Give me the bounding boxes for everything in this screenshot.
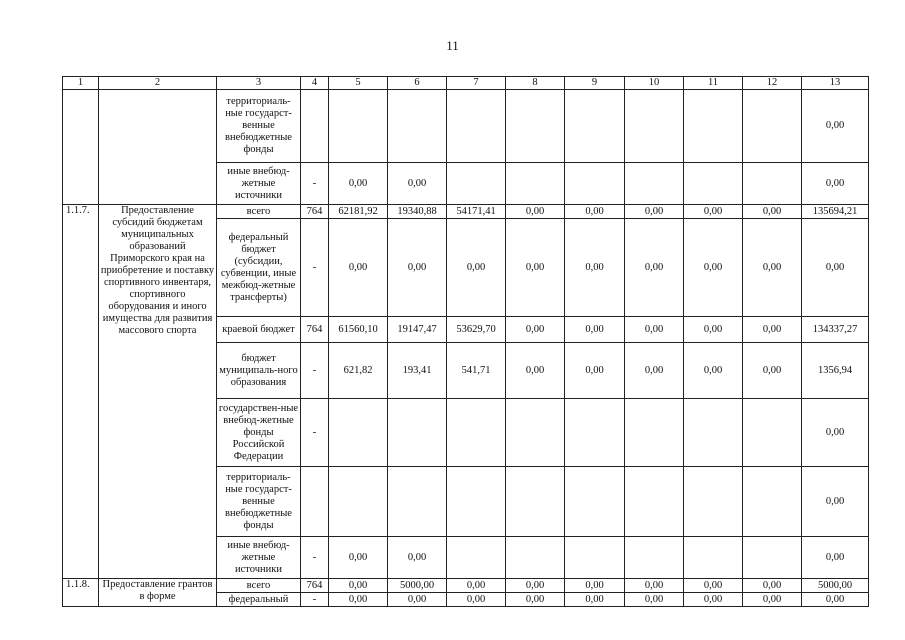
value-cell: 0,00 (802, 399, 869, 467)
column-header: 1 (63, 77, 99, 90)
value-cell (625, 90, 684, 163)
value-cell: 0,00 (565, 317, 625, 343)
budget-table (62, 76, 869, 607)
value-cell (625, 163, 684, 205)
value-cell (329, 399, 388, 467)
table-row (63, 90, 869, 163)
value-cell: 0,00 (329, 537, 388, 579)
funding-source: всего (217, 579, 301, 593)
value-cell (447, 163, 506, 205)
measure-name: Предоставление грантов в форме (99, 579, 217, 607)
value-cell: 0,00 (743, 205, 802, 219)
value-cell: 0,00 (506, 579, 565, 593)
measure-name: Предоставление субсидий бюджетам муниципальных образований Приморского края на приобретение и поставку спортивного инвентаря, спортивного оборудования и иного имущества для развития массового спорта (99, 205, 217, 579)
value-cell: 0,00 (625, 317, 684, 343)
funding-source: федеральный (217, 593, 301, 607)
value-cell: 0,00 (506, 205, 565, 219)
value-cell: 0,00 (388, 219, 447, 317)
value-cell: 0,00 (565, 219, 625, 317)
value-cell (684, 163, 743, 205)
value-cell: 0,00 (802, 537, 869, 579)
value-cell: 0,00 (447, 579, 506, 593)
value-cell: 54171,41 (447, 205, 506, 219)
value-cell: 53629,70 (447, 317, 506, 343)
value-cell: 0,00 (743, 219, 802, 317)
value-cell: 0,00 (625, 579, 684, 593)
value-cell: 0,00 (802, 219, 869, 317)
value-cell (743, 90, 802, 163)
value-cell (388, 90, 447, 163)
table-row (63, 579, 869, 593)
value-cell: 5000,00 (802, 579, 869, 593)
value-cell: 0,00 (565, 343, 625, 399)
value-cell: 0,00 (625, 219, 684, 317)
value-cell: 193,41 (388, 343, 447, 399)
column-header: 2 (99, 77, 217, 90)
column-header: 10 (625, 77, 684, 90)
agency-code-cell: - (301, 219, 329, 317)
agency-code-cell: 764 (301, 317, 329, 343)
value-cell: 0,00 (684, 343, 743, 399)
value-cell: 0,00 (329, 219, 388, 317)
value-cell: 0,00 (506, 317, 565, 343)
value-cell (388, 467, 447, 537)
value-cell: 0,00 (802, 467, 869, 537)
funding-source: иные внебюд-жетные источники (217, 537, 301, 579)
value-cell: 0,00 (447, 219, 506, 317)
value-cell: 0,00 (506, 593, 565, 607)
value-cell: 0,00 (743, 579, 802, 593)
measure-name (99, 90, 217, 205)
column-header: 6 (388, 77, 447, 90)
funding-source: государствен-ные внебюд-жетные фонды Российской Федерации (217, 399, 301, 467)
value-cell (625, 399, 684, 467)
value-cell (743, 399, 802, 467)
funding-source: иные внебюд-жетные источники (217, 163, 301, 205)
value-cell (329, 467, 388, 537)
agency-code-cell: 764 (301, 579, 329, 593)
value-cell (506, 537, 565, 579)
value-cell: 5000,00 (388, 579, 447, 593)
value-cell: 0,00 (329, 593, 388, 607)
page-number: 11 (446, 38, 459, 53)
value-cell (743, 537, 802, 579)
value-cell: 621,82 (329, 343, 388, 399)
value-cell (565, 163, 625, 205)
column-header: 12 (743, 77, 802, 90)
value-cell: 0,00 (625, 205, 684, 219)
value-cell (506, 399, 565, 467)
funding-source: всего (217, 205, 301, 219)
row-code: 1.1.8. (63, 579, 99, 607)
value-cell (743, 467, 802, 537)
agency-code-cell: 764 (301, 205, 329, 219)
value-cell: 135694,21 (802, 205, 869, 219)
row-code (63, 90, 99, 205)
table-body (63, 77, 869, 607)
funding-source: территориаль-ные государст-венные внебюджетные фонды (217, 90, 301, 163)
column-header: 11 (684, 77, 743, 90)
value-cell (565, 537, 625, 579)
table-row (63, 205, 869, 219)
value-cell: 0,00 (743, 317, 802, 343)
value-cell: 0,00 (329, 163, 388, 205)
value-cell (743, 163, 802, 205)
funding-source: краевой бюджет (217, 317, 301, 343)
value-cell: 0,00 (388, 537, 447, 579)
value-cell: 0,00 (625, 343, 684, 399)
value-cell: 541,71 (447, 343, 506, 399)
header-row (63, 77, 869, 90)
agency-code-cell: - (301, 343, 329, 399)
value-cell: 0,00 (447, 593, 506, 607)
value-cell (447, 467, 506, 537)
value-cell (565, 399, 625, 467)
agency-code-cell: - (301, 537, 329, 579)
column-header: 4 (301, 77, 329, 90)
value-cell: 134337,27 (802, 317, 869, 343)
value-cell: 0,00 (743, 593, 802, 607)
value-cell (684, 90, 743, 163)
column-header: 9 (565, 77, 625, 90)
value-cell: 0,00 (802, 90, 869, 163)
value-cell: 0,00 (684, 219, 743, 317)
value-cell: 0,00 (388, 593, 447, 607)
value-cell: 0,00 (743, 343, 802, 399)
value-cell (625, 467, 684, 537)
column-header: 8 (506, 77, 565, 90)
column-header: 3 (217, 77, 301, 90)
value-cell: 0,00 (388, 163, 447, 205)
value-cell: 0,00 (684, 593, 743, 607)
value-cell: 0,00 (802, 163, 869, 205)
value-cell: 0,00 (506, 219, 565, 317)
value-cell: 0,00 (565, 593, 625, 607)
value-cell (447, 90, 506, 163)
value-cell: 1356,94 (802, 343, 869, 399)
column-header: 7 (447, 77, 506, 90)
value-cell (506, 90, 565, 163)
value-cell (388, 399, 447, 467)
value-cell: 0,00 (565, 579, 625, 593)
value-cell (506, 163, 565, 205)
agency-code-cell: - (301, 163, 329, 205)
value-cell: 62181,92 (329, 205, 388, 219)
agency-code-cell: - (301, 399, 329, 467)
value-cell: 19340,88 (388, 205, 447, 219)
value-cell (684, 399, 743, 467)
agency-code-cell: - (301, 593, 329, 607)
row-code: 1.1.7. (63, 205, 99, 579)
value-cell: 0,00 (684, 205, 743, 219)
value-cell (565, 90, 625, 163)
value-cell (565, 467, 625, 537)
value-cell (329, 90, 388, 163)
value-cell: 0,00 (329, 579, 388, 593)
column-header: 13 (802, 77, 869, 90)
agency-code-cell (301, 90, 329, 163)
column-header: 5 (329, 77, 388, 90)
value-cell: 19147,47 (388, 317, 447, 343)
funding-source: бюджет муниципаль-ного образования (217, 343, 301, 399)
value-cell: 0,00 (802, 593, 869, 607)
value-cell (506, 467, 565, 537)
value-cell: 0,00 (565, 205, 625, 219)
value-cell (684, 467, 743, 537)
value-cell: 0,00 (684, 579, 743, 593)
value-cell: 0,00 (684, 317, 743, 343)
funding-source: федеральный бюджет (субсидии, субвенции, иные межбюд-жетные трансферты) (217, 219, 301, 317)
value-cell: 0,00 (625, 593, 684, 607)
value-cell (447, 537, 506, 579)
value-cell (447, 399, 506, 467)
value-cell (684, 537, 743, 579)
value-cell: 61560,10 (329, 317, 388, 343)
agency-code-cell (301, 467, 329, 537)
value-cell (625, 537, 684, 579)
funding-source: территориаль-ные государст-венные внебюджетные фонды (217, 467, 301, 537)
value-cell: 0,00 (506, 343, 565, 399)
